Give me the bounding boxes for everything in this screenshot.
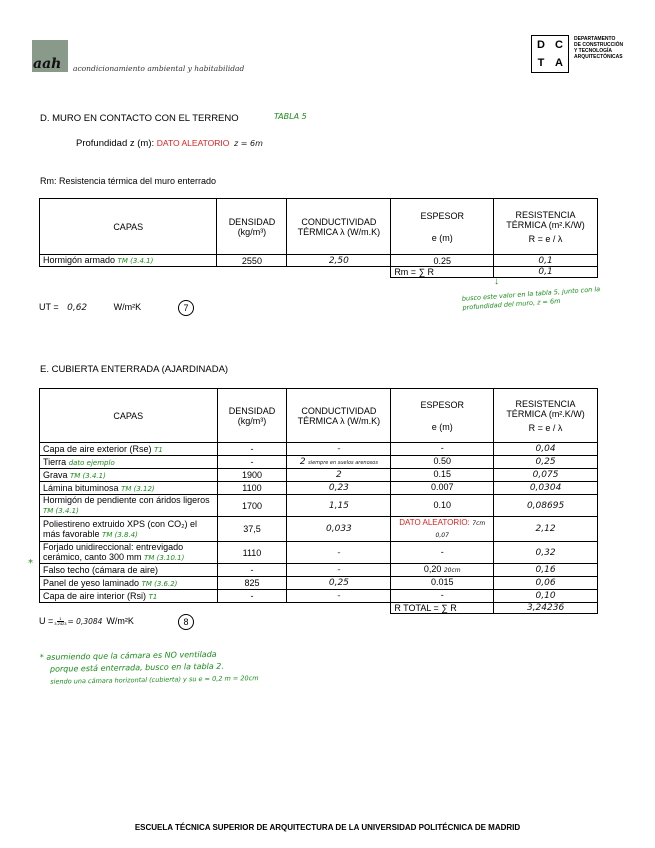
table-row [40,443,598,456]
depth-note: z = 6m [234,139,263,148]
section-d-title: D. MURO EN CONTACTO CON EL TERRENO [40,113,239,124]
u-value: = 0,3084 [67,616,103,626]
capa-cell [40,542,218,564]
capa-cell [40,456,218,469]
espesor-cell [391,495,494,517]
col-resistencia [494,389,598,443]
sum-label: R TOTAL = ∑ R [391,603,494,614]
espesor-value: 0.007 [430,482,454,492]
res-cell: 0,25 [494,456,598,469]
res-cell: 0,10 [494,590,598,603]
cond-value: 0,25 [328,578,349,588]
capa-name: Capa de aire exterior (Rse) [43,443,152,454]
dcta-letter: C [555,39,563,51]
cond-cell: 2,50 [287,255,391,267]
espesor-label: ESPESOR [420,210,464,221]
res-cell: 0,0304 [494,482,598,495]
table-row [40,577,598,590]
cond-cell [287,517,391,542]
u-unit: W/m²K [106,616,134,626]
espesor-cell [391,542,494,564]
table-row [40,255,598,267]
dept-caption [574,36,623,60]
capa-name: Hormigón armado [43,255,116,265]
col-conductividad: CONDUCTIVIDAD TÉRMICA λ (W/m.K) [287,389,391,443]
capa-note: TM (3.4.1) [117,257,154,265]
res-cell: 0,16 [494,564,598,577]
espesor-value: - [440,590,444,600]
ut-line [39,302,141,313]
u-fraction [54,617,66,626]
espesor-note: 20cm [443,567,461,574]
roof-table [39,388,598,614]
res-cell: 0,08695 [494,495,598,517]
espesor-cell: 0.25 [391,255,494,267]
footer-text: ESCUELA TÉCNICA SUPERIOR DE ARQUITECTURA DE LA UNIVERSIDAD POLITÉCNICA DE MADRID [134,823,521,832]
star-mark: * [28,558,33,569]
footnote-line: * asumiendo que la cámara es NO ventilada [39,649,217,662]
capa-note: T1 [148,592,158,601]
capa-cell [40,495,218,517]
capa-name: Grava [43,469,68,480]
espesor-cell [391,443,494,456]
capa-cell [40,482,218,495]
capa-note: TM (3.6.2) [141,579,178,588]
cond-cell [287,577,391,590]
capa-cell [40,564,218,577]
densidad-cell: 825 [217,577,287,590]
capa-cell [40,443,218,456]
espesor-value: 0.015 [430,577,454,587]
arrow-down-icon: ↓ [494,276,499,287]
cond-cell [287,443,391,456]
res-cell: 0,04 [494,443,598,456]
densidad-cell: 1700 [217,495,287,517]
espesor-unit: e (m) [431,421,453,432]
dept-line: ARQUITECTÓNICAS [574,54,623,60]
capa-note: T1 [154,445,163,454]
aah-caption: acondicionamiento ambiental y habitabilidad [73,64,245,73]
col-resistencia [494,199,598,255]
espesor-cell [391,482,494,495]
col-espesor [391,389,494,443]
espesor-value: DATO ALEATORIO: [399,518,470,527]
capa-note: TM (3.4.1) [70,471,106,480]
densidad-cell: 1110 [217,542,287,564]
dept-line: DE CONSTRUCCIÓN [574,42,624,48]
circle-8: 8 [178,614,194,630]
capa-name: Tierra [43,456,67,467]
u-label: U = [39,616,54,626]
col-densidad: DENSIDAD (kg/m³) [217,389,287,443]
resistencia-label: RESISTENCIA TÉRMICA (m².K/W) [506,209,585,230]
densidad-cell: 37,5 [217,517,287,542]
resistencia-formula: R = e / λ [528,233,563,244]
cond-cell [287,456,391,469]
capa-name: Falso techo (cámara de aire) [43,564,159,575]
section-d-title-note: TABLA 5 [274,112,307,121]
cond-value: - [337,565,341,575]
densidad-cell: - [217,443,287,456]
cond-cell [287,564,391,577]
table-row [40,542,598,564]
dcta-logo [531,35,569,73]
capa-note: TM (3.4.1) [43,507,79,515]
col-capas: CAPAS [40,389,218,443]
u-line [39,616,134,626]
cond-cell [287,590,391,603]
table-row [40,482,598,495]
depth-label: Profundidad z (m): [76,138,155,149]
dcta-letter: T [537,57,545,69]
res-cell: 0,1 [494,255,598,267]
espesor-value: - [440,546,444,557]
espesor-value: 0.15 [433,469,451,479]
espesor-value: - [440,443,444,453]
cond-value: 1,15 [328,500,349,511]
dept-line: DEPARTAMENTO [574,36,616,42]
capa-name: Lámina bituminosa [43,482,119,493]
footnote-line: porque está enterrada, busco en la tabla 2. [49,661,224,674]
cond-value: 0,033 [326,524,352,534]
espesor-cell [391,517,494,542]
capa-note: TM (3.10.1) [144,554,185,562]
espesor-cell [391,564,494,577]
sum-row [40,267,598,278]
cond-value: - [337,444,341,454]
capa-note: TM (3.12) [121,484,155,493]
capa-note: dato ejemplo [68,458,115,467]
espesor-note: 7cm 0,07 [435,520,486,539]
capa-cell [40,577,218,590]
capa-name: Poliestireno extruido XPS (con CO₂) el más favorable [43,518,198,539]
sum-row [40,603,598,614]
dcta-letter: A [555,57,563,69]
espesor-cell [391,469,494,482]
table-row [40,517,598,542]
wall-table [39,198,598,278]
densidad-cell: 1900 [217,469,287,482]
capa-name: Forjado unidireccional: entrevigado cerámico, canto 300 mm [43,542,184,562]
col-conductividad: CONDUCTIVIDAD TÉRMICA λ (W/m.K) [287,199,391,255]
capa-note: TM (3.8.4) [102,530,138,539]
res-cell: 2,12 [494,517,598,542]
res-cell: 0,32 [494,542,598,564]
densidad-cell: 1100 [217,482,287,495]
cond-value: 2 [299,457,306,467]
rm-label: Rm: Resistencia térmica del muro enterrado [40,176,217,186]
col-densidad: DENSIDAD (kg/m³) [217,199,287,255]
circle-7: 7 [178,300,194,316]
espesor-value: 0.10 [433,499,451,510]
aah-logo-text: aah [33,56,62,72]
side-note: busco este valor en la tabla 5, junto con la profundidad del muro, z = 6m [461,285,601,312]
dept-line: Y TECNOLOGÍA [574,48,612,54]
depth-line [76,138,263,149]
espesor-cell [391,456,494,469]
sum-label: Rm = ∑ R [391,267,494,278]
res-cell: 0,06 [494,577,598,590]
footnote [40,648,259,688]
densidad-cell: - [217,456,287,469]
densidad-cell: - [217,590,287,603]
resistencia-label: RESISTENCIA TÉRMICA (m².K/W) [506,398,585,419]
espesor-unit: e (m) [431,232,453,243]
footnote-line: siendo una cámara horizontal (cubierta) y su e = 0,2 m = 20cm [50,674,259,686]
espesor-cell [391,577,494,590]
densidad-cell: - [217,564,287,577]
dcta-letter: D [537,39,545,51]
cond-value: - [337,591,341,601]
u-fraction-den: 3,2423 [54,620,67,626]
aah-logo [32,40,68,72]
table-row [40,495,598,517]
cond-cell [287,542,391,564]
table-row [40,590,598,603]
sum-value: 3,24236 [494,603,598,614]
cond-cell [287,482,391,495]
densidad-cell: 2550 [217,255,287,267]
capa-cell [40,517,218,542]
col-capas: CAPAS [40,199,217,255]
ut-label: UT = [39,302,59,312]
cond-value: - [337,547,341,558]
capa-name: Panel de yeso laminado [43,577,140,588]
resistencia-formula: R = e / λ [528,422,563,433]
capa-cell [40,590,218,603]
ut-value: 0,62 [67,303,88,313]
depth-value: DATO ALEATORIO [156,138,230,148]
cond-value: 2 [336,470,342,480]
cond-cell [287,495,391,517]
u-fraction-num: 1 [59,615,62,621]
cond-cell [287,469,391,482]
section-e-title: E. CUBIERTA ENTERRADA (AJARDINADA) [40,364,229,375]
col-espesor [391,199,494,255]
espesor-cell [391,590,494,603]
table-row [40,564,598,577]
cond-value: 0,23 [328,483,349,493]
espesor-value: 0,20 [423,564,442,574]
table-row [40,469,598,482]
espesor-value: 0.50 [433,456,451,466]
capa-name: Hormigón de pendiente con áridos ligeros [43,495,210,505]
capa-cell [40,255,217,267]
capa-name: Capa de aire interior (Rsi) [43,590,147,601]
cond-note: siempre en suelos arenosos [308,460,378,466]
table-row [40,456,598,469]
capa-cell [40,469,218,482]
res-cell: 0,075 [494,469,598,482]
sum-value: 0,1 [494,267,598,278]
espesor-label: ESPESOR [420,399,464,410]
ut-unit: W/m²K [113,302,142,312]
